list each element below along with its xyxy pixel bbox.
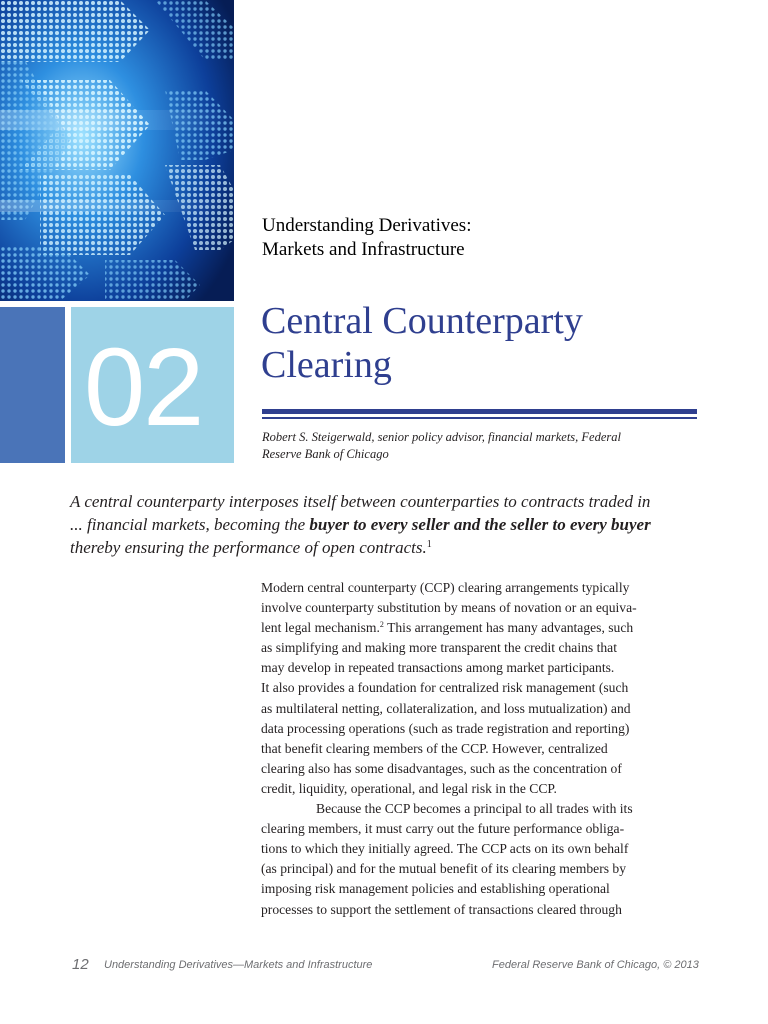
- footer-copyright: Federal Reserve Bank of Chicago, © 2013: [492, 959, 699, 971]
- epigraph-line-2-start: ... financial markets, becoming the: [70, 515, 310, 534]
- body-line: It also provides a foundation for centralized risk management (such: [261, 680, 629, 696]
- body-line: may develop in repeated transactions among market participants.: [261, 660, 615, 676]
- epigraph-line-1: A central counterparty interposes itself between counterparties to contracts traded in: [70, 492, 651, 511]
- epigraph-line-2: [70, 513, 720, 536]
- author-line-2: Reserve Bank of Chicago: [262, 447, 389, 461]
- body-line: (as principal) and for the mutual benefit of its clearing members by: [261, 861, 627, 877]
- body-line: [261, 618, 701, 638]
- chapter-block-dark: [0, 307, 65, 463]
- footnote-ref-1[interactable]: 1: [426, 539, 432, 550]
- epigraph-line-3-text: thereby ensuring the performance of open contracts.: [70, 538, 427, 557]
- hero-image: [0, 0, 234, 301]
- chapter-title-line-1: Central Counterparty: [261, 300, 583, 342]
- body-line: credit, liquidity, operational, and legal risk in the CCP.: [261, 780, 557, 796]
- body-line: Modern central counterparty (CCP) clearing arrangements typically: [261, 580, 630, 595]
- body-line: involve counterparty substitution by means of novation or an equiva-: [261, 600, 637, 616]
- page-footer: [0, 956, 768, 976]
- author-line-1: Robert S. Steigerwald, senior policy advisor, financial markets, Federal: [262, 430, 621, 444]
- series-title: [262, 214, 702, 262]
- body-line: tions to which they initially agreed. The CCP acts on its own behalf: [261, 841, 629, 857]
- body-line: as multilateral netting, collateralization, and loss mutualization) and: [261, 700, 631, 716]
- epigraph-line-3: [70, 536, 720, 559]
- epigraph-quote: [70, 490, 720, 559]
- body-line: data processing operations (such as trade registration and reporting): [261, 720, 630, 736]
- page-number: 12: [72, 956, 89, 973]
- body-line: processes to support the settlement of transactions cleared through: [261, 901, 622, 917]
- body-line: imposing risk management policies and establishing operational: [261, 881, 610, 897]
- body-line: as simplifying and making more transparent the credit chains that: [261, 640, 617, 656]
- blue-arrows-dots-image: [0, 0, 234, 301]
- body-line: Because the CCP becomes a principal to all trades with its: [316, 801, 633, 817]
- chapter-number: 02: [84, 326, 203, 449]
- body-line: that benefit clearing members of the CCP. However, centralized: [261, 740, 608, 756]
- title-rule-thin: [262, 417, 697, 419]
- footer-publication-title: Understanding Derivatives—Markets and Infrastructure: [104, 959, 373, 971]
- title-rule-thick: [262, 409, 697, 414]
- body-line: clearing also has some disadvantages, such as the concentration of: [261, 760, 622, 776]
- body-line-part: lent legal mechanism.: [261, 620, 380, 636]
- epigraph-emphasis: buyer to every seller and the seller to every buyer: [309, 515, 651, 534]
- body-line-part: This arrangement has many advantages, such: [387, 620, 634, 636]
- series-title-line-1: Understanding Derivatives:: [262, 215, 472, 236]
- body-line: clearing members, it must carry out the future performance obliga-: [261, 821, 625, 837]
- series-title-line-2: Markets and Infrastructure: [262, 239, 465, 260]
- chapter-title-line-2: Clearing: [261, 344, 392, 386]
- body-text: [261, 578, 701, 920]
- footnote-ref-2[interactable]: 2: [379, 620, 384, 630]
- author-byline: [262, 429, 702, 463]
- chapter-title: [261, 299, 721, 387]
